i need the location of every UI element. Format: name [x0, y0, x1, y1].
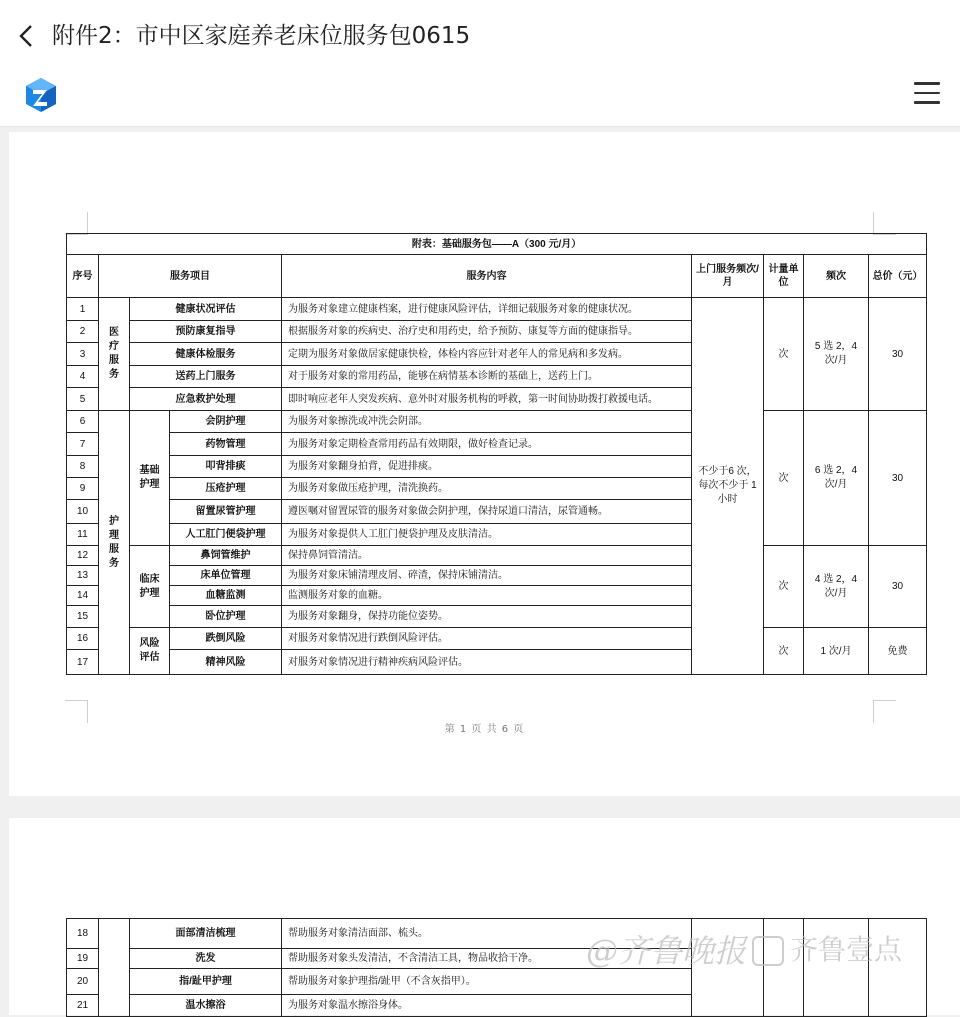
header-price: 总价（元）: [869, 255, 927, 298]
header-frequency: 频次: [804, 255, 869, 298]
app-toolbar: [0, 72, 960, 127]
row-item: 血糖监测: [170, 586, 282, 606]
row-content: 为服务对象翻身，保持功能位姿势。: [282, 606, 692, 628]
row-item: 卧位护理: [170, 606, 282, 628]
row-no: 12: [67, 546, 99, 566]
row-item: 应急救护处理: [130, 388, 282, 411]
row-item: 药物管理: [170, 433, 282, 456]
row-no: 19: [67, 949, 99, 969]
row-content: 帮助服务对象护理指/趾甲（不含灰指甲）。: [282, 969, 692, 995]
row-no: 21: [67, 995, 99, 1017]
app-logo-icon[interactable]: [24, 76, 58, 114]
row-no: 15: [67, 606, 99, 628]
visit-frequency-value: 不少于6 次，每次不少于 1 小时: [692, 298, 764, 675]
header-unit: 计量单位: [764, 255, 804, 298]
row-no: 9: [67, 478, 99, 500]
header-item: 服务项目: [99, 255, 282, 298]
row-content: 对于服务对象的常用药品，能够在病情基本诊断的基础上，送药上门。: [282, 366, 692, 388]
watermark-right: [752, 928, 902, 968]
row-content: 即时响应老年人突发疾病、意外时对服务机构的呼救，第一时间协助拨打救援电话。: [282, 388, 692, 411]
document-page-1: [9, 132, 960, 796]
row-no: 6: [67, 411, 99, 433]
row-no: 3: [67, 343, 99, 366]
row-item: 叩背排痰: [170, 456, 282, 478]
group-price: 30: [869, 298, 927, 411]
row-content: 定期为服务对象做居家健康快检，体检内容应针对老年人的常见病和多发病。: [282, 343, 692, 366]
row-content: 为服务对象定期检查常用药品有效期限，做好检查记录。: [282, 433, 692, 456]
row-no: 11: [67, 524, 99, 546]
watermark-right-text: 齐鲁壹点: [790, 933, 903, 966]
row-no: 18: [67, 919, 99, 949]
group-price: 30: [869, 546, 927, 628]
row-no: 14: [67, 586, 99, 606]
watermark-left: @齐鲁晚报: [586, 932, 747, 970]
row-content: 为服务对象建立健康档案，进行健康风险评估，详细记载服务对象的健康状况。: [282, 298, 692, 321]
page-footer: 第 1 页 共 6 页: [444, 724, 525, 735]
row-content: 为服务对象温水擦浴身体。: [282, 995, 692, 1017]
row-content: 对服务对象情况进行跌倒风险评估。: [282, 628, 692, 650]
row-item: 人工肛门便袋护理: [170, 524, 282, 546]
hamburger-menu-icon[interactable]: [914, 82, 940, 106]
row-no: 8: [67, 456, 99, 478]
row-no: 1: [67, 298, 99, 321]
row-item: 鼻饲管维护: [170, 546, 282, 566]
row-item: 精神风险: [170, 650, 282, 675]
row-content: 遵医嘱对留置尿管的服务对象做会阴护理，保持尿道口清洁，尿管通畅。: [282, 500, 692, 524]
table-caption: 附表：基础服务包——A（300 元/月）: [67, 234, 927, 255]
row-item: 留置尿管护理: [170, 500, 282, 524]
category-cell: [99, 919, 130, 1017]
row-item: 压疮护理: [170, 478, 282, 500]
chevron-left-icon: [14, 20, 42, 52]
row-item: 健康状况评估: [130, 298, 282, 321]
page-corner-mark: [65, 212, 88, 235]
subcategory-basic: 基础护理: [130, 411, 170, 546]
group-price: 免费: [869, 628, 927, 675]
subcategory-risk: 风险评估: [130, 628, 170, 675]
header-content: 服务内容: [282, 255, 692, 298]
row-item: 温水擦浴: [130, 995, 282, 1017]
group-frequency: 1 次/月: [804, 628, 869, 675]
row-no: 7: [67, 433, 99, 456]
group-frequency: 4 选 2，4 次/月: [804, 546, 869, 628]
row-content: 监测服务对象的血糖。: [282, 586, 692, 606]
group-unit: 次: [764, 411, 804, 546]
row-no: 17: [67, 650, 99, 675]
row-item: 跌倒风险: [170, 628, 282, 650]
back-button[interactable]: [14, 20, 42, 52]
row-content: 为服务对象提供人工肛门便袋护理及皮肤清洁。: [282, 524, 692, 546]
row-item: 指/趾甲护理: [130, 969, 282, 995]
row-item: 会阴护理: [170, 411, 282, 433]
row-no: 2: [67, 321, 99, 343]
row-content: 为服务对象擦洗或冲洗会阴部。: [282, 411, 692, 433]
row-content: 根据服务对象的疾病史、治疗史和用药史，给予预防、康复等方面的健康指导。: [282, 321, 692, 343]
service-package-table: [66, 233, 927, 675]
watermark-logo-icon: [752, 936, 784, 966]
group-unit: 次: [764, 628, 804, 675]
group-frequency: 5 选 2，4 次/月: [804, 298, 869, 411]
group-price: 30: [869, 411, 927, 546]
row-no: 10: [67, 500, 99, 524]
row-content: 帮助服务对象头发清洁，不含清洁工具，物品收拾干净。: [282, 949, 692, 969]
title-bar: [0, 0, 960, 72]
category-nursing: 护理服务: [99, 411, 130, 675]
row-item: 面部清洁梳理: [130, 919, 282, 949]
category-medical: 医疗服务: [99, 298, 130, 411]
row-content: 为服务对象床铺清理皮屑、碎渣，保持床铺清洁。: [282, 566, 692, 586]
row-no: 4: [67, 366, 99, 388]
row-content: 帮助服务对象清洁面部、梳头。: [282, 919, 692, 949]
group-unit: 次: [764, 546, 804, 628]
group-unit: 次: [764, 298, 804, 411]
row-no: 13: [67, 566, 99, 586]
group-frequency: 6 选 2，4 次/月: [804, 411, 869, 546]
row-no: 16: [67, 628, 99, 650]
subcategory-clinical: 临床护理: [130, 546, 170, 628]
row-content: 为服务对象翻身拍背，促进排痰。: [282, 456, 692, 478]
page-title: 附件2：市中区家庭养老床位服务包0615: [52, 23, 471, 49]
row-content: 为服务对象做压疮护理，清洗换药。: [282, 478, 692, 500]
row-no: 20: [67, 969, 99, 995]
row-item: 床单位管理: [170, 566, 282, 586]
row-item: 健康体检服务: [130, 343, 282, 366]
header-no: 序号: [67, 255, 99, 298]
header-visit-frequency: 上门服务频次/月: [692, 255, 764, 298]
row-item: 洗发: [130, 949, 282, 969]
page-corner-mark: [873, 212, 896, 235]
row-item: 送药上门服务: [130, 366, 282, 388]
row-item: 预防康复指导: [130, 321, 282, 343]
row-no: 5: [67, 388, 99, 411]
row-content: 保持鼻饲管清洁。: [282, 546, 692, 566]
document-page-2: [9, 818, 960, 1015]
row-content: 对服务对象情况进行精神疾病风险评估。: [282, 650, 692, 675]
